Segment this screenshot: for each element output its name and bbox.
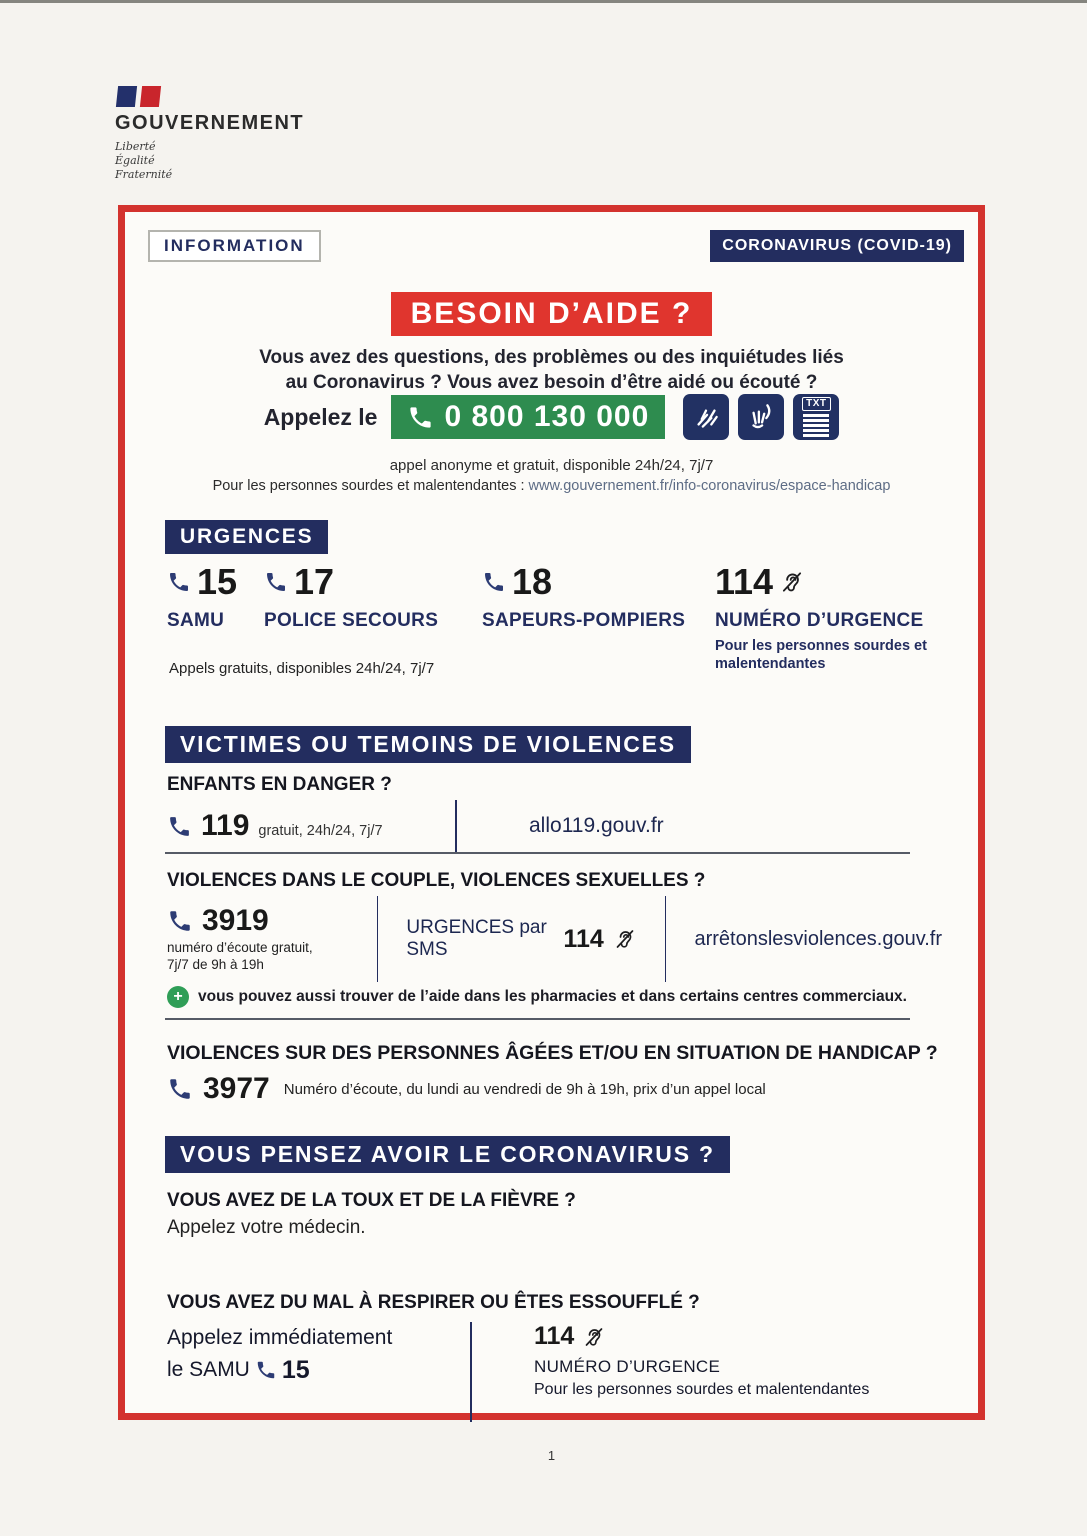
sign-language-icon: [683, 394, 729, 440]
deaf-note-label: Pour les personnes sourdes et malentendantes :: [212, 478, 525, 494]
urgence-sublabel: Pour les personnes sourdes et malentendantes: [534, 1381, 870, 1398]
respirer-heading: VOUS AVEZ DU MAL À RESPIRER OU ÊTES ESSOUFFLÉ ?: [167, 1292, 700, 1313]
emergency-numbers: [167, 562, 948, 673]
txt-icon-label: TXT: [802, 397, 830, 411]
phone-icon: [167, 570, 191, 594]
hotline-note: appel anonyme et gratuit, disponible 24h/24, 7j/7: [389, 457, 714, 474]
sms-label: URGENCES par SMS: [406, 917, 547, 960]
covid-badge: CORONAVIRUS (COVID-19): [710, 230, 964, 262]
emergency-label: POLICE SECOURS: [264, 610, 439, 631]
deaf-icon: [582, 1325, 606, 1349]
section-divider: [165, 1018, 910, 1020]
information-badge: INFORMATION: [148, 230, 321, 262]
motto-line: Liberté: [115, 140, 156, 153]
french-flag-icon: [117, 86, 304, 107]
enfants-website: allo119.gouv.fr: [529, 814, 664, 837]
enfants-number-block: [167, 811, 455, 841]
samu-call-block: [167, 1322, 470, 1422]
phone-icon: [167, 814, 192, 839]
emergency-number: 18: [512, 561, 553, 602]
emergency-item-114: [715, 562, 948, 673]
text-relay-icon: [793, 394, 839, 440]
victimes-banner: VICTIMES OU TEMOINS DE VIOLENCES: [165, 726, 691, 763]
urgence-label: NUMÉRO D’URGENCE: [534, 1357, 721, 1376]
enfants-number: 119: [201, 809, 250, 842]
pharmacy-note: vous pouvez aussi trouver de l’aide dans les pharmacies et dans certains centres commerciaux.: [198, 988, 907, 1005]
couple-note: [167, 939, 377, 973]
emergency-number: 114: [715, 561, 774, 602]
respirer-text-line: le SAMU: [167, 1358, 250, 1381]
txt-icon-lines: [803, 414, 829, 437]
coronavirus-banner: VOUS PENSEZ AVOIR LE CORONAVIRUS ?: [165, 1136, 730, 1173]
phone-icon: [264, 570, 288, 594]
couple-row: [167, 896, 942, 982]
urgences-note: Appels gratuits, disponibles 24h/24, 7j/7: [169, 660, 435, 677]
sms-number: 114: [563, 924, 604, 953]
emergency-sublabel: Pour les personnes sourdes et malentendantes: [715, 638, 927, 672]
motto-line: Égalité: [115, 154, 155, 167]
vertical-divider: [455, 800, 457, 852]
urgence-114-block: [472, 1322, 869, 1422]
enfants-note: gratuit, 24h/24, 7j/7: [258, 823, 383, 839]
logo-title: GOUVERNEMENT: [115, 112, 305, 134]
government-logo: [115, 86, 304, 182]
deaf-icon: [779, 569, 805, 595]
samu-number: 15: [281, 1356, 310, 1384]
deaf-icon: [613, 927, 637, 951]
scan-edge: [0, 0, 1087, 3]
flyer-header: [148, 230, 964, 262]
logo-motto: [115, 140, 304, 182]
page-number: 1: [547, 1448, 556, 1463]
subtitle-line: Vous avez des questions, des problèmes ou des inquiétudes liés: [259, 347, 844, 368]
urgences-banner: URGENCES: [165, 520, 328, 554]
section-divider: [165, 852, 910, 854]
subtitle-line: au Coronavirus ? Vous avez besoin d’être aidé ou écouté ?: [285, 372, 818, 393]
enfants-heading: ENFANTS EN DANGER ?: [167, 774, 392, 795]
flyer-frame: [118, 205, 985, 1420]
emergency-label: SAPEURS-POMPIERS: [482, 610, 686, 631]
hotline-number: 0 800 130 000: [444, 400, 650, 433]
hotline-number-pill: [391, 395, 665, 439]
toux-heading: VOUS AVEZ DE LA TOUX ET DE LA FIÈVRE ?: [167, 1190, 576, 1211]
pharmacy-note-row: [167, 986, 948, 1008]
emergency-number: 17: [294, 561, 335, 602]
couple-website: arrêtonslesviolences.gouv.fr: [694, 927, 943, 950]
call-label: Appelez le: [263, 403, 378, 430]
emergency-label: SAMU: [167, 610, 225, 631]
emergency-label: NUMÉRO D’URGENCE: [715, 610, 924, 631]
agees-heading: VIOLENCES SUR DES PERSONNES ÂGÉES ET/OU EN SITUATION DE HANDICAP ?: [167, 1042, 938, 1064]
emergency-item-police: [264, 562, 482, 673]
phone-icon: [255, 1359, 277, 1381]
emergency-item-pompiers: [482, 562, 715, 673]
couple-heading: VIOLENCES DANS LE COUPLE, VIOLENCES SEXUELLES ?: [167, 870, 706, 891]
deaf-note-url: www.gouvernement.fr/info-coronavirus/espace-handicap: [528, 478, 891, 494]
plus-icon: +: [167, 986, 189, 1008]
enfants-row: [167, 800, 938, 852]
help-subtitle: [125, 345, 978, 395]
besoin-daide-title: BESOIN D’AIDE ?: [391, 292, 713, 336]
couple-note-line: 7j/7 de 9h à 19h: [167, 956, 264, 972]
respirer-row: [167, 1322, 938, 1422]
agees-note: Numéro d’écoute, du lundi au vendredi de 9h à 19h, prix d’un appel local: [283, 1080, 766, 1098]
call-row: [125, 394, 978, 440]
couple-note-line: numéro d’écoute gratuit,: [167, 939, 313, 955]
emergency-item-samu: [167, 562, 264, 673]
phone-icon: [167, 1076, 193, 1102]
emergency-number: 15: [197, 561, 238, 602]
phone-icon: [407, 404, 434, 431]
cued-speech-icon: [738, 394, 784, 440]
phone-icon: [482, 570, 506, 594]
respirer-text-line: Appelez immédiatement: [167, 1326, 393, 1349]
couple-number-block: [167, 903, 377, 973]
sms-block: [378, 917, 664, 961]
agees-row: [167, 1074, 766, 1104]
accessibility-icons: [683, 394, 839, 440]
couple-number: 3919: [202, 903, 269, 937]
toux-text: Appelez votre médecin.: [167, 1217, 366, 1238]
phone-icon: [167, 908, 193, 934]
deaf-note: [125, 478, 978, 494]
motto-line: Fraternité: [115, 168, 173, 181]
urgence-number: 114: [534, 1322, 575, 1350]
agees-number: 3977: [203, 1072, 270, 1105]
